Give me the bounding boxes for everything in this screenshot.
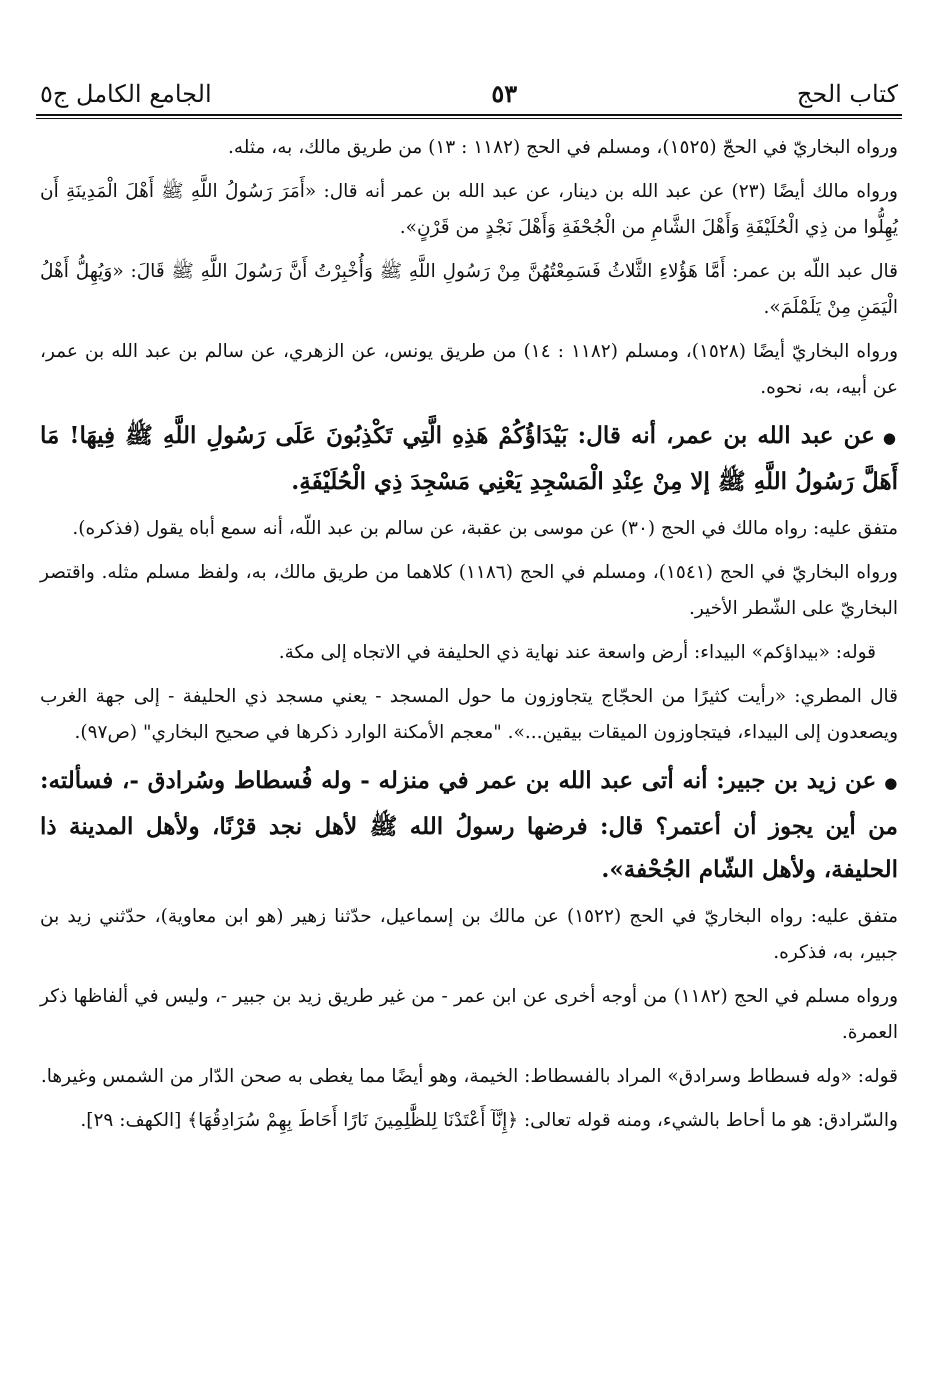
paragraph: قال عبد اللّه بن عمر: أَمَّا هَؤُلاءِ الثَّلاثُ فَسَمِعْتُهُنَّ مِنْ رَسُولِ اللَّهِ ﷺ وَأُخْبِرْتُ أَنَّ رَسُولَ اللَّهِ ﷺ قَالَ: «وَيُهِلُّ أَهْلُ الْيَمَنِ مِنْ يَلَمْلَمَ». [40,261,898,318]
page-body [40,130,898,1354]
paragraph: قوله: «وله فسطاط وسرادق» المراد بالفسطاط: الخيمة، وهو أيضًا مما يغطى به صحن الدّار من الشمس وغيرها. [40,1066,898,1087]
bullet-icon: ● [884,774,898,792]
header-rule-thin [36,118,902,119]
paragraph: ورواه مسلم في الحج (١١٨٢) من أوجه أخرى عن ابن عمر - من غير طريق زيد بن جبير -، وليس في ألفاظها ذكر العمرة. [40,986,899,1043]
hadith-text: ●عن زيد بن جبير: أنه أتى عبد الله بن عمر في منزله - وله فُسطاط وسُرادق -، فسألته: من أين يجوز أن أعتمر؟ قال: فرضها رسولُ الله ﷺ لأهل نجد قرْنًا، ولأهل المدينة ذا الحليفة، ولأهل الشّام الجُحْفة». [40,767,898,883]
hadith-text: ●عن عبد الله بن عمر، أنه قال: بَيْدَاؤُكُمْ هَذِهِ الَّتِي تَكْذِبُونَ عَلَى رَسُولِ اللَّهِ ﷺ فِيهَا! مَا أَهَلَّ رَسُولُ اللَّهِ ﷺ إلا مِنْ عِنْدِ الْمَسْجِدِ يَعْنِي مَسْجِدَ ذِي الْحُلَيْفَةِ. [40,422,899,495]
book-title: كتاب الحج [796,80,898,108]
paragraph: ورواه البخاريّ في الحج (١٥٤١)، ومسلم في الحج (١١٨٦) كلاهما من طريق مالك، به، ولفظ مسلم مثله. واقتصر البخاريّ على الشّطر الأخير. [40,562,898,619]
paragraph: ورواه البخاريّ أيضًا (١٥٢٨)، ومسلم (١١٨٢ : ١٤) من طريق يونس، عن الزهري، عن سالم بن عبد الله بن عمر، عن أبيه، به، نحوه. [40,341,899,398]
paragraph: قال المطري: «رأيت كثيرًا من الحجّاج يتجاوزون ما حول المسجد - يعني مسجد ذي الحليفة - إلى جهة الغرب ويصعدون إلى البيداء، فيتجاوزون الميقات بيقين...». "معجم الأمكنة الوارد ذكرها في صحيح البخاري" (ص٩٧). [40,686,898,743]
paragraph: ورواه مالك أيضًا (٢٣) عن عبد الله بن دينار، عن عبد الله بن عمر أنه قال: «أَمَرَ رَسُولُ اللَّهِ ﷺ أَهْلَ الْمَدِينَةِ أَن يُهِلُّوا من ذِي الْحُلَيْفَةِ وَأَهْلَ الشَّامِ من الْجُحْفَةِ وَأَهْلَ نَجْدٍ من قَرْنٍ». [40,181,898,238]
page-header [40,68,898,108]
page-number: ٥٣ [491,79,518,108]
paragraph: متفق عليه: رواه مالك في الحج (٣٠) عن موسى بن عقبة، عن سالم بن عبد اللّه، أنه سمع أباه يقول (فذكره). [72,518,898,539]
bullet-icon: ● [882,429,899,447]
paragraph: متفق عليه: رواه البخاريّ في الحج (١٥٢٢) عن مالك بن إسماعيل، حدّثنا زهير (هو ابن معاوية)، حدّثني زيد بن جبير، به، فذكره. [40,906,898,963]
paragraph: ورواه البخاريّ في الحجّ (١٥٢٥)، ومسلم في الحج (١١٨٢ : ١٣) من طريق مالك، به، مثله. [228,137,898,158]
paragraph: قوله: «بيداؤكم» البيداء: أرض واسعة عند نهاية ذي الحليفة في الاتجاه إلى مكة. [278,642,876,663]
header-rule [36,114,902,116]
volume-title: الجامع الكامل ج٥ [40,80,212,108]
paragraph: والسّرادق: هو ما أحاط بالشيء، ومنه قوله تعالى: ﴿إِنَّآ أَعْتَدْنَا لِلظَّٰلِمِينَ نَارًا أَحَاطَ بِهِمْ سُرَادِقُهَا﴾ [الكهف: ٢٩]. [80,1110,898,1131]
